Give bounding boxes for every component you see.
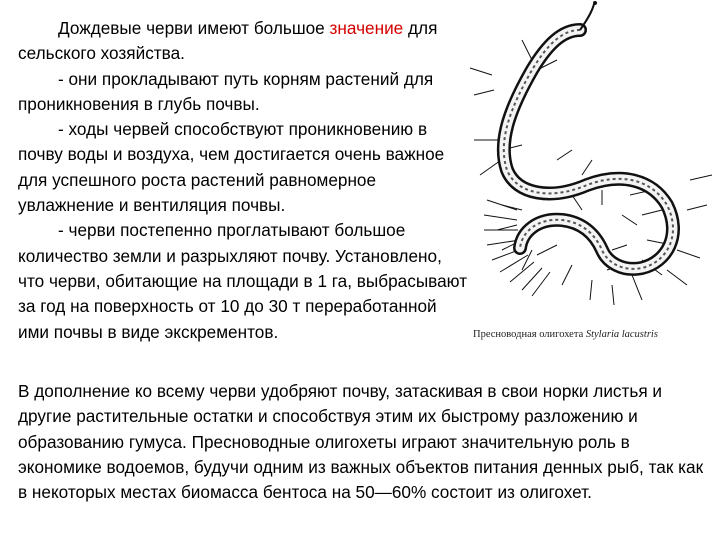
intro-text-end: для сельского хозяйства. — [18, 18, 438, 64]
paragraph-roots: - они прокладывают путь корням растений для проникновения в глубь почвы. — [18, 68, 434, 114]
worm-drawing — [462, 0, 720, 375]
accent-word: значение — [329, 18, 404, 38]
paragraph-intro — [18, 16, 468, 67]
intro-text: Дождевые черви имеют большое — [58, 18, 330, 38]
paragraph-soil: - черви постепенно проглатывают большое количество земли и разрыхляют почву. Установлено, что черви, обитающие на площади в 1 га, выбрасывают за год на поверхность от 10 до 30 т переработанной ими почвы в виде экскрементов. — [18, 220, 468, 342]
figure-caption — [473, 328, 713, 341]
caption-text: Пресноводная олигохета — [473, 329, 586, 340]
caption-species: Stylaria lacustris — [585, 329, 658, 340]
main-text-column — [18, 16, 468, 345]
paragraph-water-air: - ходы червей способствуют проникновению в почву воды и воздуха, чем достигается очень важное для успешного роста растений равномерное увлажнение и вентиляция почвы. — [18, 119, 445, 216]
oligochaete-illustration — [462, 0, 720, 375]
bottom-paragraph: В дополнение ко всему черви удобряют почву, затаскивая в свои норки листья и другие растительные остатки и способствуя этим их быстрому разложению и образованию гумуса. Пресноводные олигохеты играют значительную роль в экономике водоемов, будучи одним из важных объектов питания денных рыб, так как в некоторых местах биомасса бентоса на 50—60% состоит из олигохет. — [18, 381, 704, 503]
